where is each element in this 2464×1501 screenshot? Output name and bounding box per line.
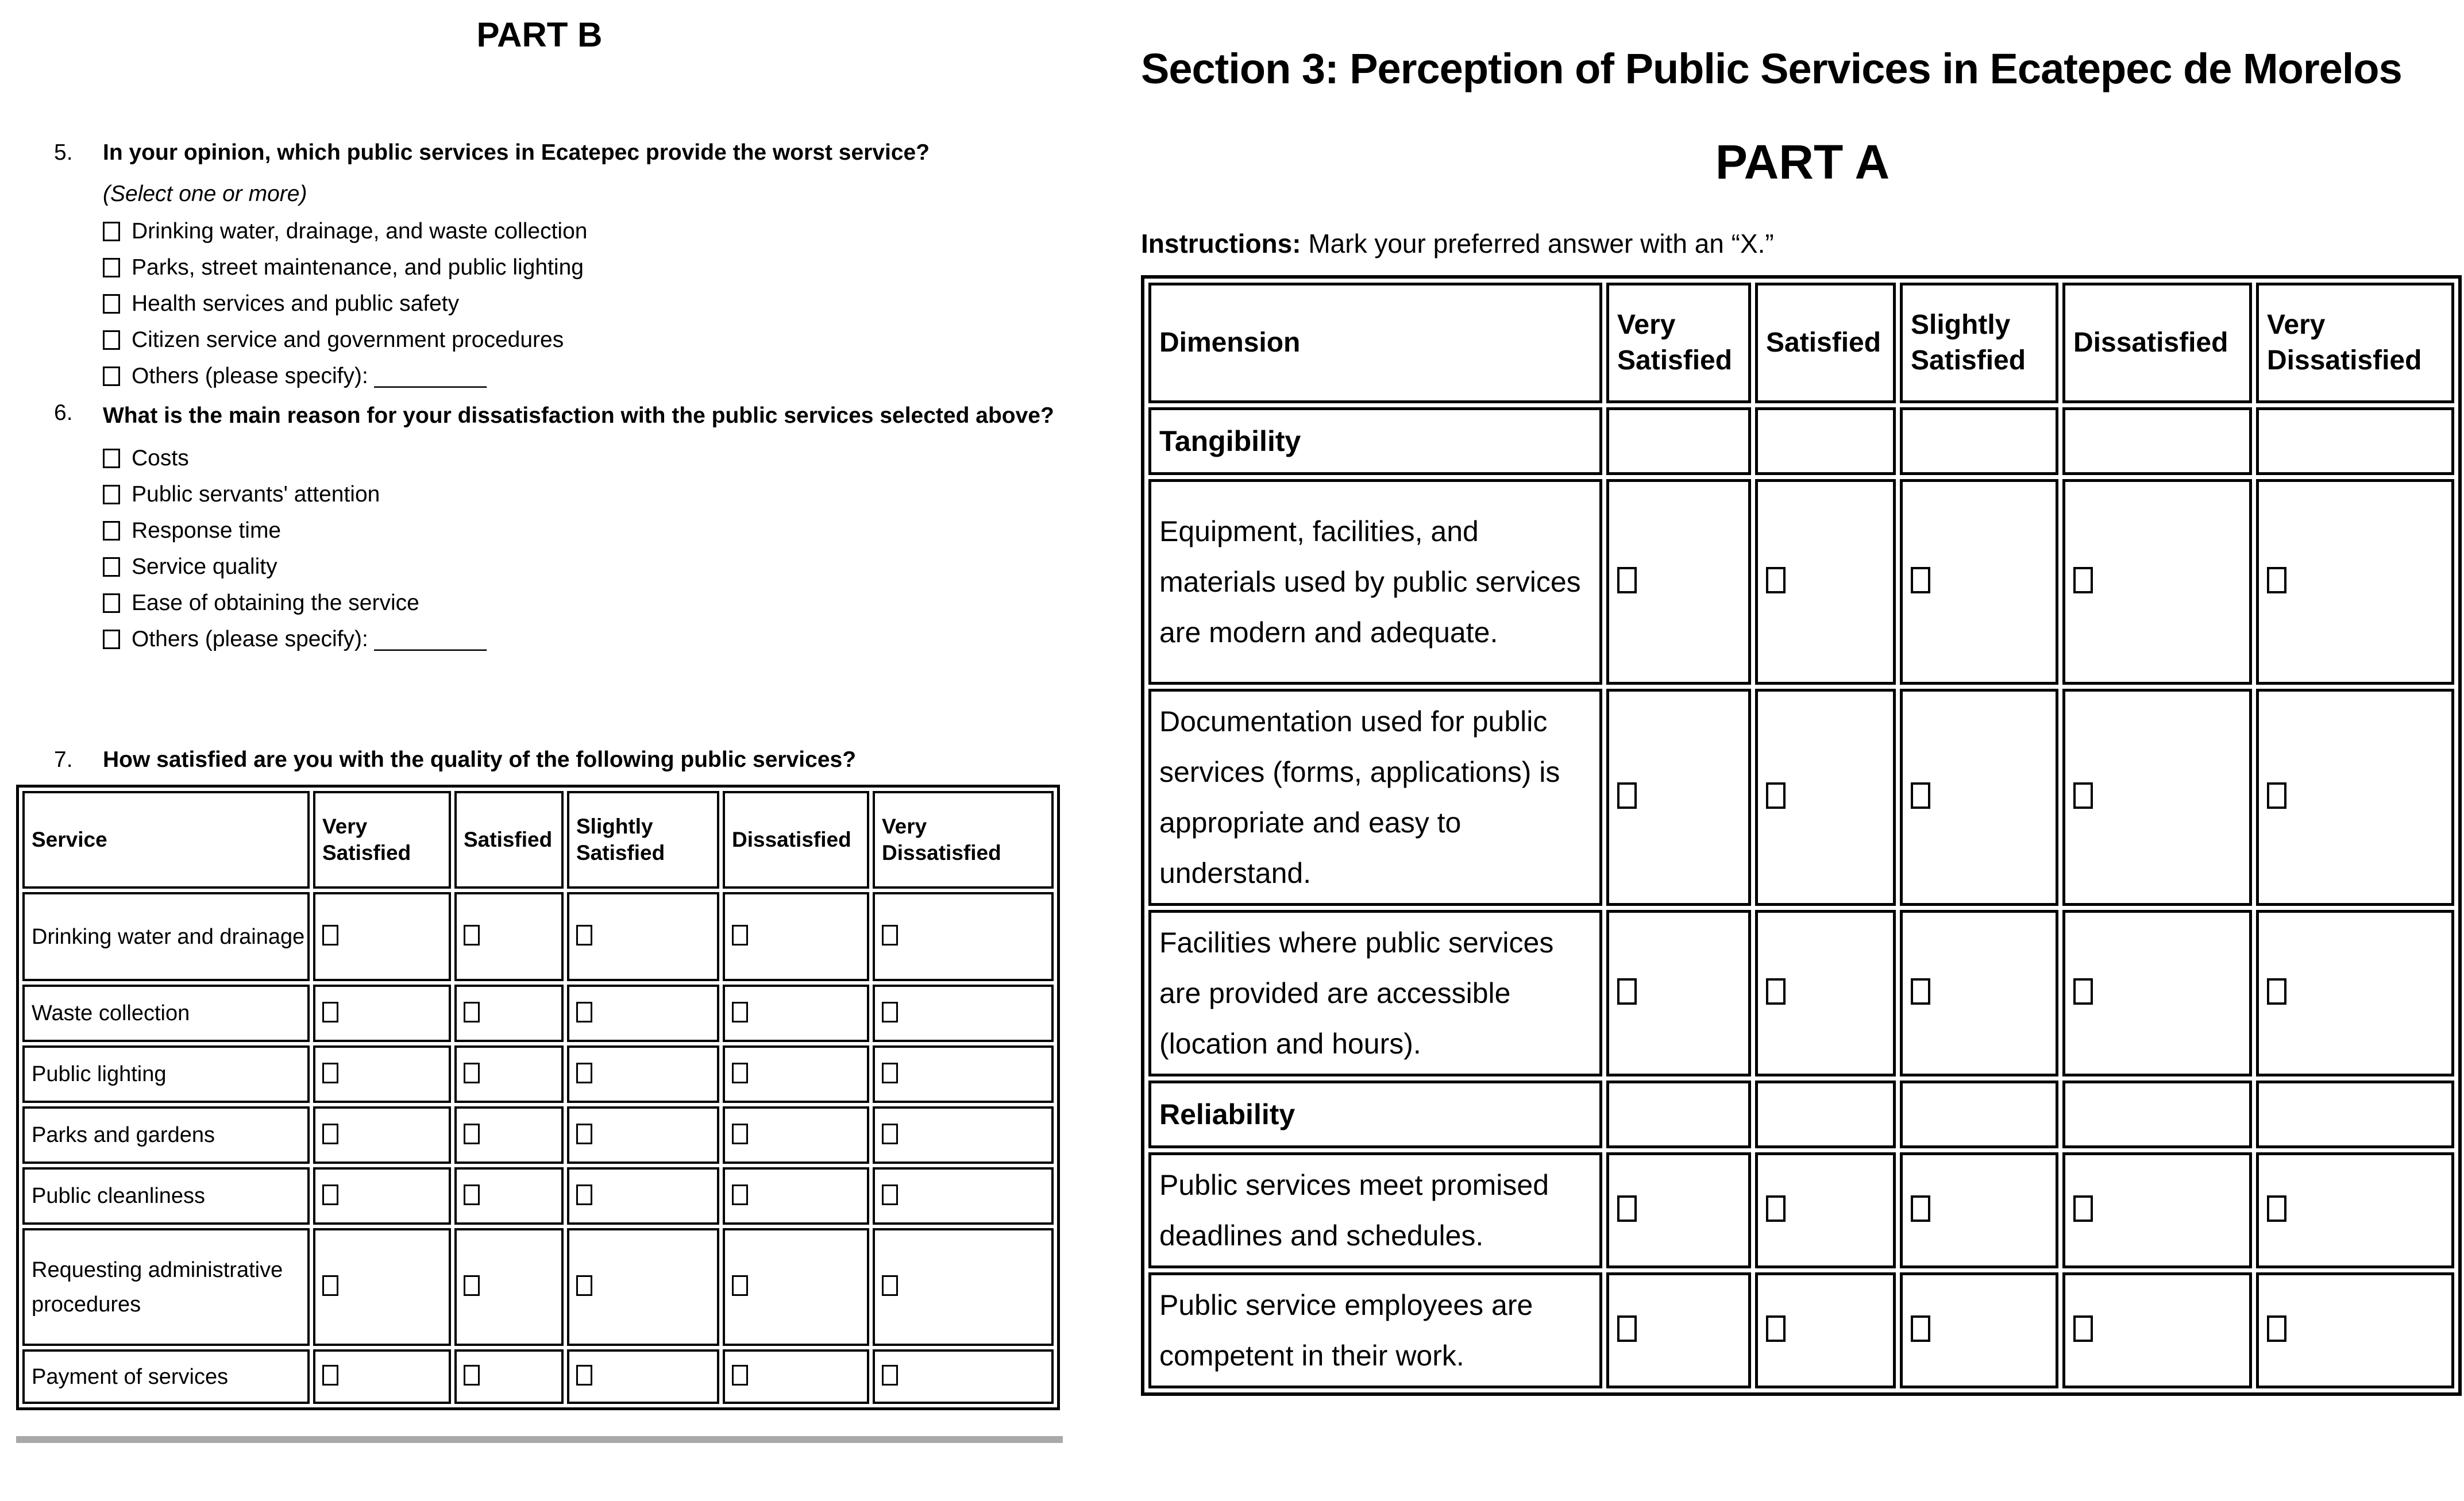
table-row [1148,910,2454,1076]
table-row [1148,407,2454,475]
checkbox-cell [2256,689,2454,906]
checkbox-cell [1755,407,1896,475]
option-row [103,585,1063,621]
column-header: Dimension [1148,283,1602,403]
row-label: Drinking water and drainage [22,892,310,981]
checkbox-cell [313,1228,451,1346]
checkbox-cell [2062,1081,2252,1148]
checkbox-cell [873,1106,1054,1164]
checkbox-cell [1606,689,1751,906]
question-5-number: 5. [54,140,73,165]
checkbox-icon[interactable] [464,1184,480,1205]
option-row [103,621,1063,657]
checkbox-icon[interactable] [732,1365,748,1386]
checkbox-icon[interactable] [882,925,898,946]
checkbox-cell [1606,479,1751,685]
row-label: Requesting administrative procedures [22,1228,310,1346]
row-label: Facilities where public services are provided are accessible (location and hours). [1148,910,1602,1076]
checkbox-icon[interactable] [1766,1195,1786,1222]
question-7-number: 7. [54,747,73,772]
question-6-options [103,440,1063,657]
question-5-options [103,213,1063,394]
question-7-text: How satisfied are you with the quality of the following public services? [103,747,857,772]
option-label: Parks, street maintenance, and public lighting [132,254,584,280]
checkbox-icon[interactable] [103,294,120,314]
checkbox-cell [567,892,719,981]
checkbox-icon[interactable] [1617,1195,1637,1222]
checkbox-icon[interactable] [322,1002,338,1022]
checkbox-cell [454,1349,564,1404]
checkbox-cell [1755,479,1896,685]
checkbox-icon[interactable] [464,1365,480,1386]
checkbox-icon[interactable] [1911,567,1930,593]
option-label: Others (please specify): _________ [132,626,487,651]
checkbox-icon[interactable] [2267,1315,2286,1342]
checkbox-cell [723,1349,869,1404]
instructions-label: Instructions: [1141,228,1301,258]
option-label: Citizen service and government procedures [132,327,564,352]
checkbox-cell [313,1106,451,1164]
checkbox-icon[interactable] [2073,1315,2093,1342]
checkbox-cell [454,985,564,1042]
checkbox-cell [313,1167,451,1225]
column-header: Slightly Satisfied [567,791,719,889]
checkbox-cell [454,892,564,981]
row-label: Payment of services [22,1349,310,1404]
table-row [22,1228,1054,1346]
row-label: Parks and gardens [22,1106,310,1164]
page-part-b [16,0,1063,1443]
instructions-text: Mark your preferred answer with an “X.” [1301,228,1774,258]
checkbox-icon[interactable] [103,593,120,613]
checkbox-icon[interactable] [1617,1315,1637,1342]
table-row [1148,1152,2454,1268]
checkbox-icon[interactable] [882,1184,898,1205]
checkbox-icon[interactable] [103,557,120,577]
table-row [22,1106,1054,1164]
column-header: Satisfied [454,791,564,889]
table-row [1148,689,2454,906]
checkbox-cell [873,1045,1054,1103]
column-header: Very Dissatisfied [2256,283,2454,403]
checkbox-cell [2256,479,2454,685]
checkbox-cell [1755,910,1896,1076]
checkbox-cell [1900,1081,2058,1148]
checkbox-cell [873,892,1054,981]
checkbox-icon[interactable] [2073,978,2093,1005]
checkbox-cell [1900,407,2058,475]
column-header: Satisfied [1755,283,1896,403]
checkbox-icon[interactable] [322,1063,338,1083]
checkbox-cell [1606,1081,1751,1148]
checkbox-cell [313,892,451,981]
checkbox-cell [2062,407,2252,475]
checkbox-icon[interactable] [1617,782,1637,809]
checkbox-cell [1755,1081,1896,1148]
checkbox-icon[interactable] [882,1365,898,1386]
dimension-satisfaction-table [1141,275,2462,1396]
row-label: Documentation used for public services (forms, applications) is appropriate and easy to understand. [1148,689,1602,906]
option-label: Public servants' attention [132,481,380,507]
option-label: Service quality [132,554,277,579]
checkbox-icon[interactable] [732,925,748,946]
checkbox-icon[interactable] [1766,567,1786,593]
checkbox-icon[interactable] [1911,1195,1930,1222]
checkbox-cell [2062,1272,2252,1388]
option-label: Ease of obtaining the service [132,590,419,615]
checkbox-icon[interactable] [322,925,338,946]
checkbox-cell [2256,910,2454,1076]
checkbox-icon[interactable] [882,1124,898,1144]
table-row [22,985,1054,1042]
checkbox-cell [1606,407,1751,475]
checkbox-cell [313,1349,451,1404]
column-header: Dissatisfied [2062,283,2252,403]
checkbox-icon[interactable] [1766,978,1786,1005]
checkbox-icon[interactable] [464,1124,480,1144]
checkbox-icon[interactable] [576,1275,592,1296]
checkbox-cell [723,1106,869,1164]
checkbox-icon[interactable] [732,1184,748,1205]
checkbox-cell [567,1228,719,1346]
option-row [103,440,1063,476]
checkbox-icon[interactable] [103,258,120,277]
option-row [103,213,1063,249]
option-label: Response time [132,518,282,543]
checkbox-icon[interactable] [2267,567,2286,593]
column-header: Service [22,791,310,889]
option-label: Health services and public safety [132,291,460,316]
table-row [22,1167,1054,1225]
checkbox-cell [1606,1152,1751,1268]
row-label: Waste collection [22,985,310,1042]
checkbox-cell [2062,910,2252,1076]
checkbox-cell [454,1045,564,1103]
option-label: Others (please specify): _________ [132,363,487,388]
checkbox-icon[interactable] [103,449,120,468]
checkbox-cell [1900,479,2058,685]
table-row [1148,1081,2454,1148]
row-label: Public services meet promised deadlines and schedules. [1148,1152,1602,1268]
option-row [103,322,1063,358]
checkbox-cell [873,1167,1054,1225]
option-label: Drinking water, drainage, and waste collection [132,218,588,244]
part-b-title: PART B [476,16,603,54]
checkbox-icon[interactable] [2267,782,2286,809]
question-5-hint: (Select one or more) [103,182,307,206]
checkbox-icon[interactable] [882,1063,898,1083]
option-row [103,249,1063,285]
table-header-row [22,791,1054,889]
checkbox-icon[interactable] [732,1124,748,1144]
checkbox-icon[interactable] [464,1275,480,1296]
checkbox-icon[interactable] [2073,567,2093,593]
checkbox-cell [873,1349,1054,1404]
option-row [103,512,1063,549]
checkbox-icon[interactable] [576,1124,592,1144]
checkbox-cell [2256,1152,2454,1268]
table-header-row [1148,283,2454,403]
row-label: Reliability [1148,1081,1602,1148]
page-part-a [1141,0,2464,1396]
checkbox-icon[interactable] [464,925,480,946]
checkbox-icon[interactable] [103,366,120,386]
checkbox-cell [873,1228,1054,1346]
row-label: Public lighting [22,1045,310,1103]
column-header: Very Dissatisfied [873,791,1054,889]
section-divider [16,1436,1063,1443]
checkbox-icon[interactable] [732,1063,748,1083]
checkbox-cell [1606,1272,1751,1388]
checkbox-cell [2256,407,2454,475]
table-row [1148,1272,2454,1388]
checkbox-cell [2062,1152,2252,1268]
checkbox-icon[interactable] [576,1184,592,1205]
checkbox-cell [2062,479,2252,685]
checkbox-cell [723,1167,869,1225]
checkbox-cell [2256,1272,2454,1388]
question-5 [16,135,1063,394]
checkbox-icon[interactable] [1766,782,1786,809]
checkbox-icon[interactable] [1766,1315,1786,1342]
checkbox-cell [1900,910,2058,1076]
checkbox-icon[interactable] [464,1063,480,1083]
option-label: Costs [132,445,189,470]
option-row [103,358,1063,394]
checkbox-cell [313,1045,451,1103]
question-6-text: What is the main reason for your dissatisfaction with the public services selected above? [103,403,1054,428]
checkbox-icon[interactable] [1911,1315,1930,1342]
option-row [103,476,1063,512]
table-row [22,1045,1054,1103]
checkbox-icon[interactable] [103,330,120,350]
checkbox-cell [1900,689,2058,906]
checkbox-cell [1755,689,1896,906]
column-header: Very Satisfied [313,791,451,889]
checkbox-icon[interactable] [322,1365,338,1386]
checkbox-icon[interactable] [882,1275,898,1296]
checkbox-icon[interactable] [2073,1195,2093,1222]
part-a-title: PART A [1715,135,1890,189]
checkbox-cell [1900,1272,2058,1388]
checkbox-cell [723,1045,869,1103]
row-label: Equipment, facilities, and materials used by public services are modern and adequate. [1148,479,1602,685]
checkbox-icon[interactable] [322,1124,338,1144]
column-header: Slightly Satisfied [1900,283,2058,403]
table-row [22,892,1054,981]
checkbox-icon[interactable] [322,1184,338,1205]
checkbox-icon[interactable] [576,1365,592,1386]
checkbox-cell [1900,1152,2058,1268]
checkbox-icon[interactable] [576,1002,592,1022]
service-satisfaction-table [16,785,1060,1410]
checkbox-icon[interactable] [576,925,592,946]
row-label: Public service employees are competent in their work. [1148,1272,1602,1388]
checkbox-icon[interactable] [2267,978,2286,1005]
checkbox-cell [1606,910,1751,1076]
checkbox-cell [454,1106,564,1164]
checkbox-icon[interactable] [103,630,120,649]
checkbox-cell [567,1349,719,1404]
question-5-text: In your opinion, which public services in Ecatepec provide the worst service? [103,140,930,165]
section-3-title: Section 3: Perception of Public Services in Ecatepec de Morelos [1141,45,2402,92]
checkbox-icon[interactable] [322,1275,338,1296]
checkbox-icon[interactable] [732,1002,748,1022]
table-row [1148,479,2454,685]
checkbox-cell [723,892,869,981]
checkbox-icon[interactable] [2073,782,2093,809]
checkbox-cell [723,1228,869,1346]
column-header: Dissatisfied [723,791,869,889]
checkbox-icon[interactable] [103,485,120,504]
checkbox-icon[interactable] [1617,978,1637,1005]
checkbox-cell [567,985,719,1042]
checkbox-icon[interactable] [1911,782,1930,809]
checkbox-cell [2062,689,2252,906]
checkbox-icon[interactable] [464,1002,480,1022]
checkbox-icon[interactable] [576,1063,592,1083]
question-6-number: 6. [54,400,73,425]
row-label: Tangibility [1148,407,1602,475]
checkbox-cell [1755,1152,1896,1268]
checkbox-cell [567,1167,719,1225]
checkbox-icon[interactable] [103,521,120,541]
option-row [103,549,1063,585]
question-7 [16,742,1063,778]
row-label: Public cleanliness [22,1167,310,1225]
option-row [103,285,1063,322]
checkbox-cell [313,985,451,1042]
checkbox-cell [1755,1272,1896,1388]
checkbox-cell [873,985,1054,1042]
checkbox-cell [2256,1081,2454,1148]
question-6 [16,395,1063,657]
checkbox-icon[interactable] [2267,1195,2286,1222]
checkbox-icon[interactable] [1617,567,1637,593]
checkbox-cell [723,985,869,1042]
checkbox-icon[interactable] [732,1275,748,1296]
checkbox-cell [454,1167,564,1225]
checkbox-icon[interactable] [103,222,120,241]
checkbox-cell [567,1045,719,1103]
table-row [22,1349,1054,1404]
column-header: Very Satisfied [1606,283,1751,403]
checkbox-cell [567,1106,719,1164]
instructions-line [1141,226,2464,261]
checkbox-cell [454,1228,564,1346]
checkbox-icon[interactable] [1911,978,1930,1005]
checkbox-icon[interactable] [882,1002,898,1022]
